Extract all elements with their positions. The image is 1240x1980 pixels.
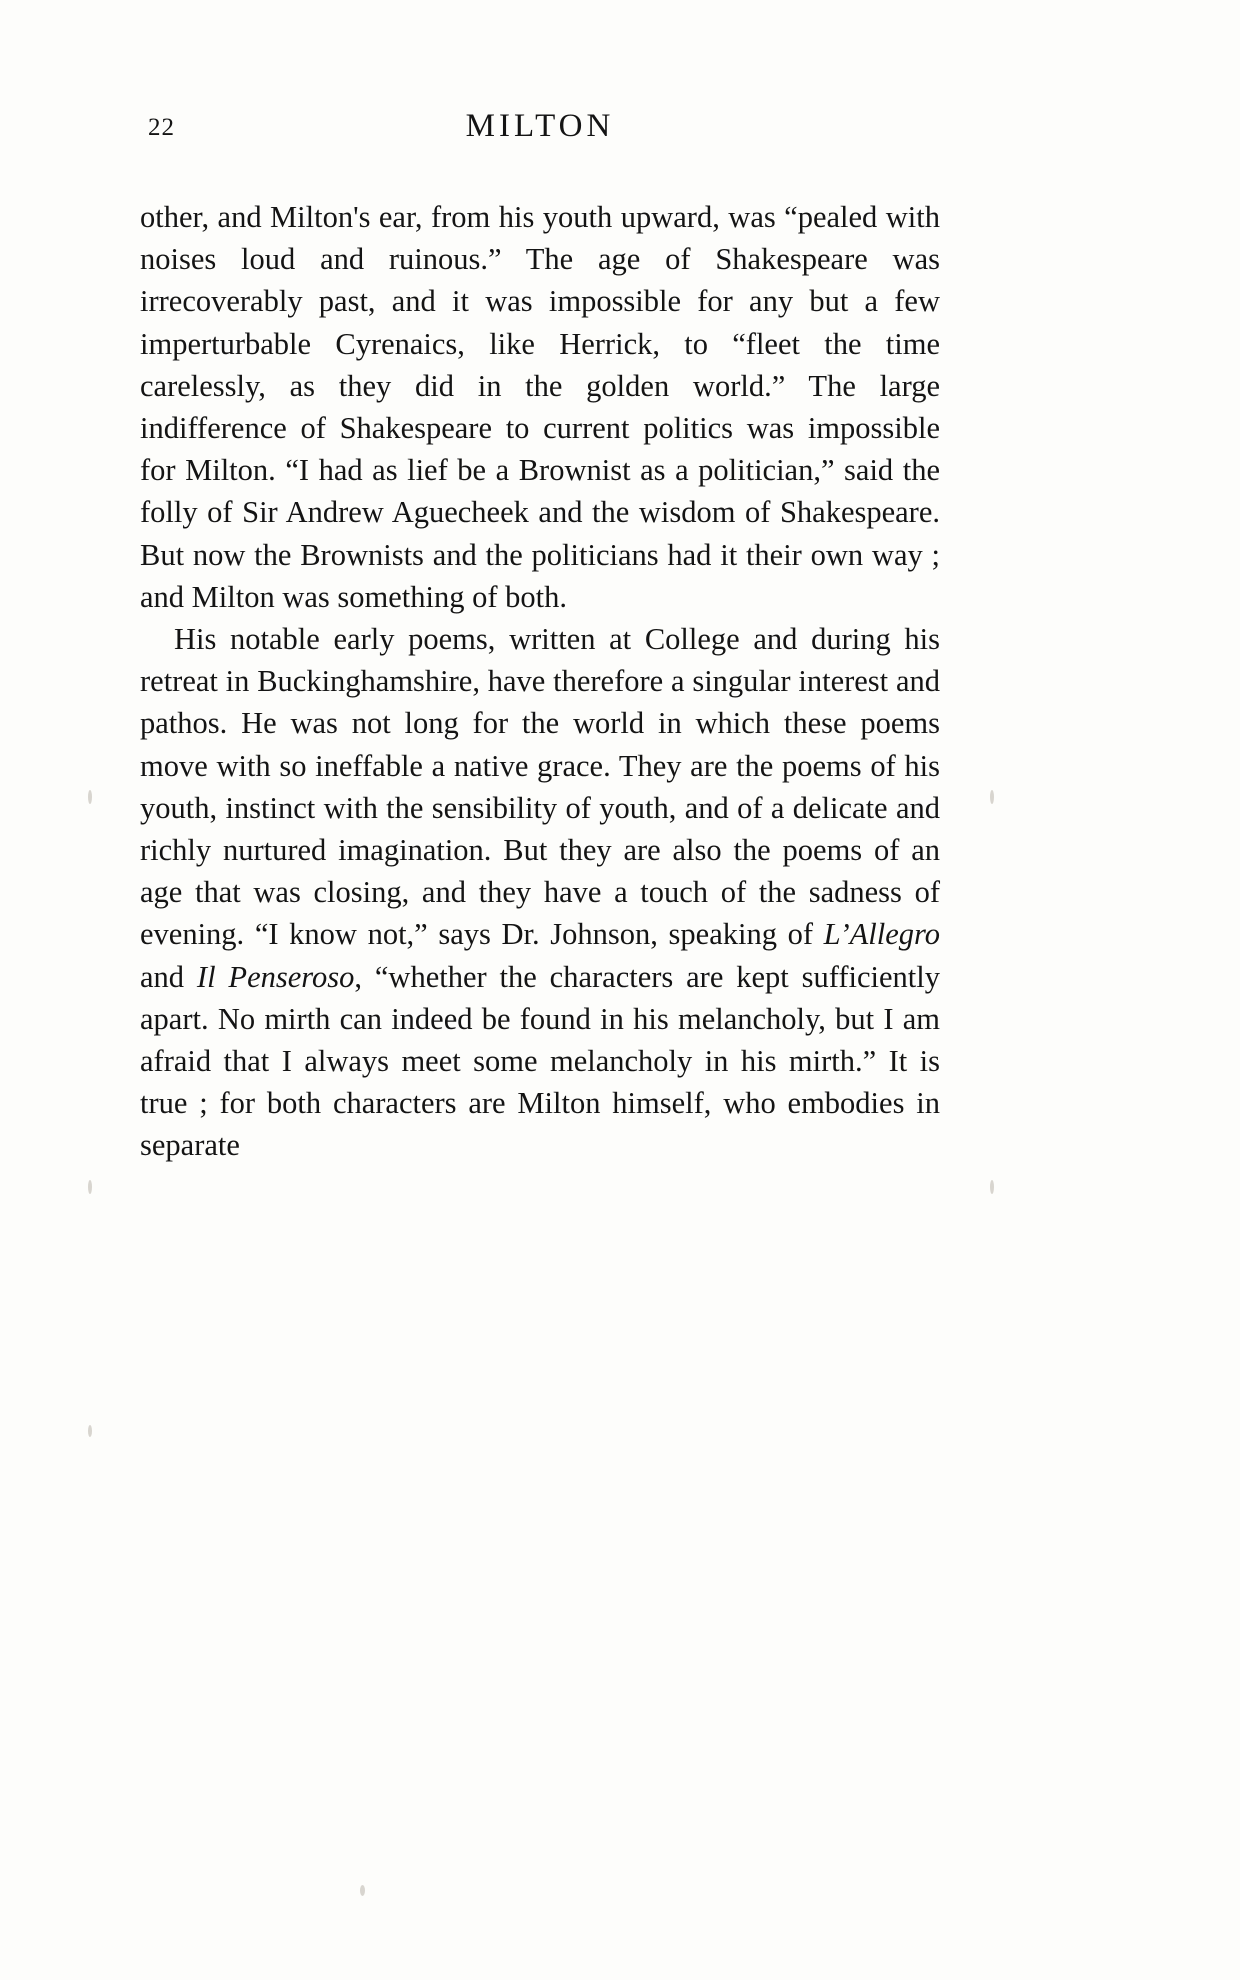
body-text xyxy=(140,196,940,1167)
paper-speck xyxy=(88,1180,92,1194)
paper-speck xyxy=(88,790,92,804)
paper-speck xyxy=(990,790,994,804)
paper-speck xyxy=(88,1425,92,1437)
paper-speck xyxy=(990,1180,994,1194)
italic-title: L’Allegro xyxy=(823,917,940,952)
page-header xyxy=(140,108,940,152)
paragraph: His notable early poems, written at College and during his retreat in Buckinghamshire, have therefore a singular interest and pathos. He was not long for the world in which these poems move with so ineffable a native grace. They are the poems of his youth, instinct with the sensibility of youth, and of a delicate and richly nurtured imagination. But they are also the poems of an age that was closing, and they have a touch of the sadness of evening. “I know not,” says Dr. Johnson, speaking of L’Allegro and Il Penseroso, “whether the characters are kept sufficiently apart. No mirth can indeed be found in his melancholy, but I am afraid that I always meet some melancholy in his mirth.” It is true ; for both characters are Milton himself, who embodies in separate xyxy=(140,622,941,1163)
paragraph: other, and Milton's ear, from his youth upward, was “pealed with noises loud and ruinous.” The age of Shakespeare was irrecoverably past, and it was impossible for any but a few imperturbable Cyrenaics, like Herrick, to “fleet the time carelessly, as they did in the golden world.” The large indifference of Shakespeare to current politics was impossible for Milton. “I had as lief be a Brownist as a politician,” said the folly of Sir Andrew Aguecheek and the wisdom of Shakespeare. But now the Brownists and the politicians had it their own way ; and Milton was something of both. xyxy=(140,200,940,614)
running-title: MILTON xyxy=(465,108,615,144)
paper-speck xyxy=(360,1885,365,1896)
italic-title: Il Penseroso xyxy=(196,959,355,994)
page-number: 22 xyxy=(148,114,175,141)
